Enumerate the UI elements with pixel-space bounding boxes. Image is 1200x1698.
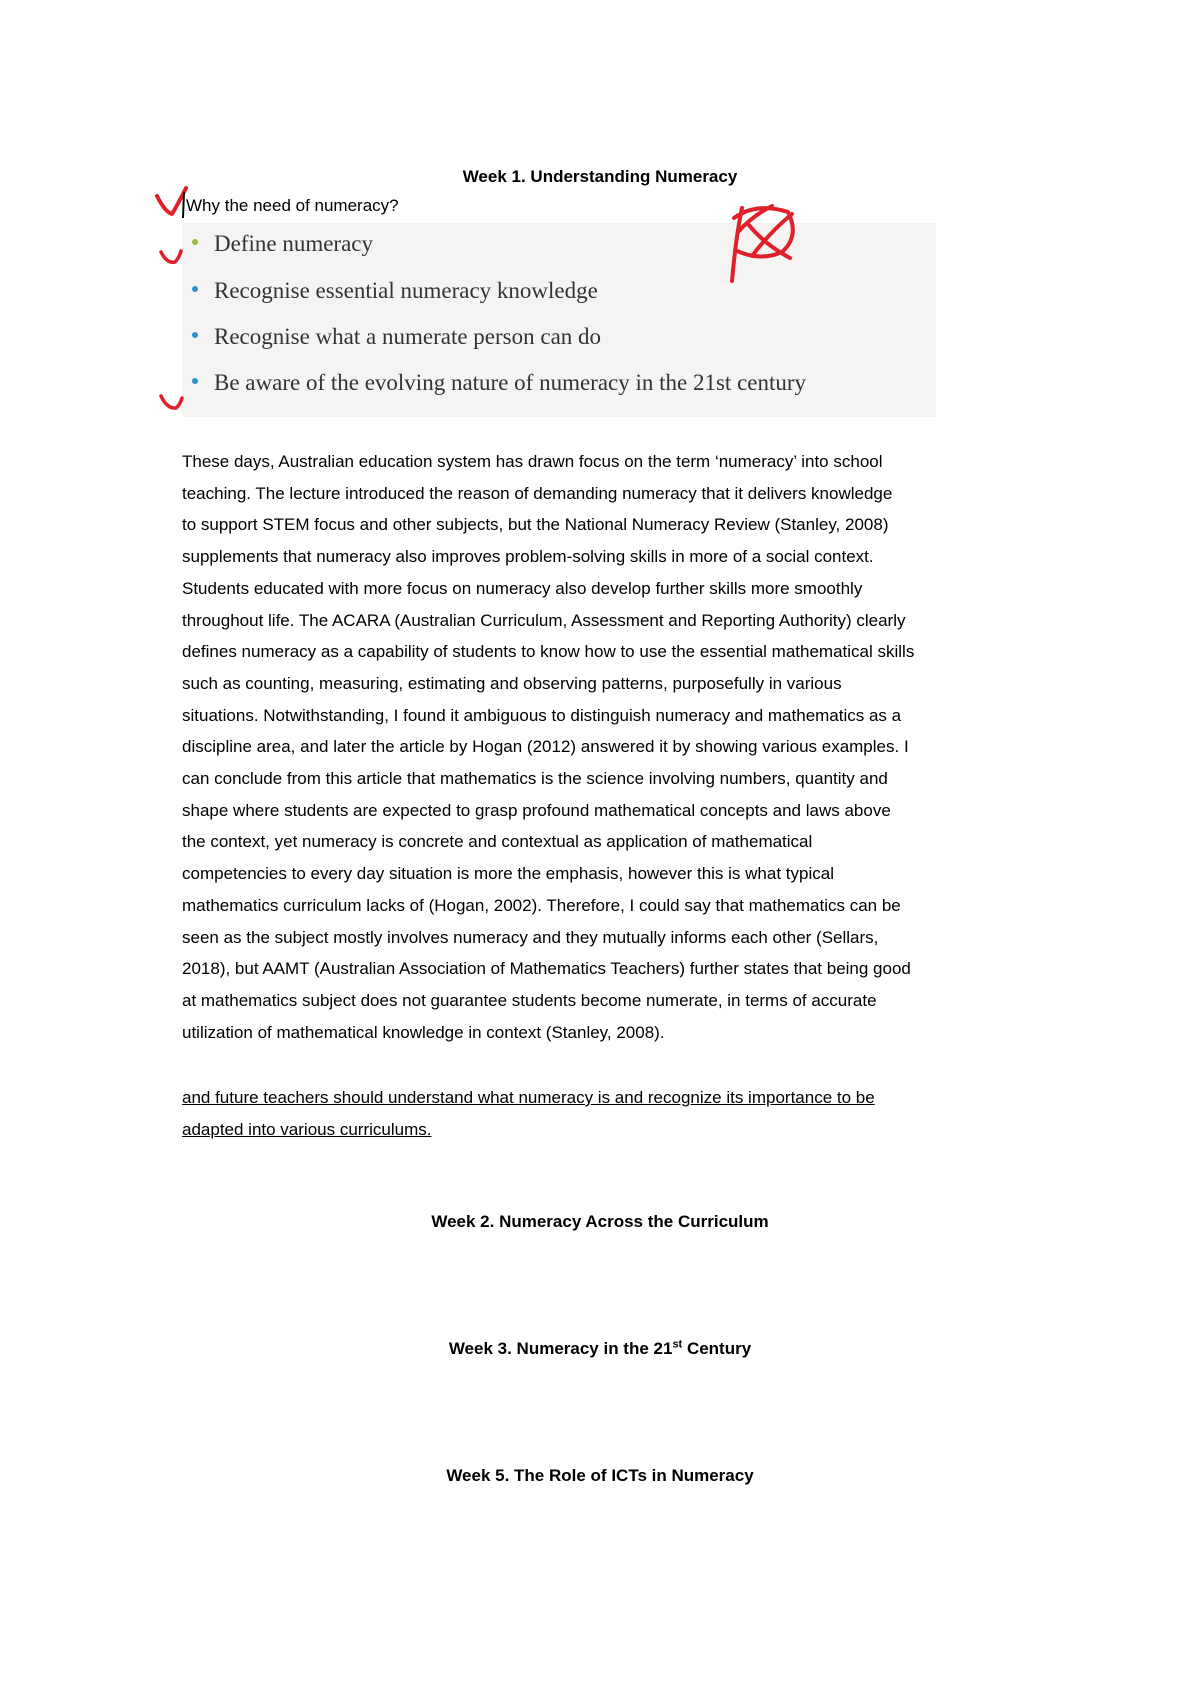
- paragraph-line: competencies to every day situation is more the emphasis, however this is what typical: [182, 864, 834, 884]
- check-mark-icon: [161, 251, 181, 262]
- paragraph-line: throughout life. The ACARA (Australian Curriculum, Assessment and Reporting Authority) clearly: [182, 610, 906, 630]
- checkmark-icon: [157, 188, 186, 214]
- objective-text: Recognise what a numerate person can do: [214, 324, 602, 349]
- week1-paragraph: [182, 446, 1042, 1048]
- objective-item: [192, 324, 601, 350]
- week3-heading-text: Week 3. Numeracy in the 21: [448, 1339, 673, 1358]
- bullet-icon: [192, 378, 198, 384]
- objective-item: [192, 370, 806, 396]
- week2-heading: Week 2. Numeracy Across the Curriculum: [431, 1212, 769, 1231]
- objective-text: Define numeracy: [214, 231, 374, 256]
- paragraph-line: defines numeracy as a capability of students to know how to use the essential mathematical skills: [182, 642, 915, 662]
- bullet-icon: [192, 239, 198, 245]
- paragraph-line: situations. Notwithstanding, I found it ambiguous to distinguish numeracy and mathematics as a: [182, 705, 902, 725]
- cursor-mark: [183, 192, 184, 218]
- paragraph-line: can conclude from this article that mathematics is the science involving numbers, quantity and: [182, 769, 888, 789]
- underlined-line: and future teachers should understand what numeracy is and recognize its importance to be: [182, 1088, 875, 1107]
- paragraph-line: such as counting, measuring, estimating and observing patterns, purposefully in various: [182, 673, 842, 693]
- paragraph-line: shape where students are expected to grasp profound mathematical concepts and laws above: [182, 800, 891, 820]
- bullet-icon: [192, 332, 198, 338]
- paragraph-line: These days, Australian education system has drawn focus on the term ‘numeracy’ into school: [182, 452, 883, 471]
- paragraph-line: utilization of mathematical knowledge in context (Stanley, 2008).: [182, 1022, 665, 1042]
- paragraph-line: mathematics curriculum lacks of (Hogan, 2002). Therefore, I could say that mathematics can be: [182, 895, 901, 915]
- paragraph-line: supplements that numeracy also improves problem-solving skills in more of a social context.: [182, 547, 874, 567]
- paragraph-line: at mathematics subject does not guarantee students become numerate, in terms of accurate: [182, 990, 877, 1010]
- objective-item: [192, 231, 373, 257]
- objective-text: Be aware of the evolving nature of numeracy in the 21st century: [214, 370, 807, 395]
- paragraph-line: 2018), but AAMT (Australian Association of Mathematics Teachers) further states that being good: [182, 959, 911, 979]
- objective-text: Recognise essential numeracy knowledge: [214, 278, 598, 303]
- week3-heading-sup: st: [672, 1338, 683, 1351]
- objectives-image: [182, 223, 936, 417]
- paragraph-line: the context, yet numeracy is concrete and contextual as application of mathematical: [182, 832, 813, 852]
- week3-heading: [0, 1339, 1200, 1359]
- objective-item: [192, 278, 598, 304]
- week5-heading: Week 5. The Role of ICTs in Numeracy: [446, 1466, 754, 1485]
- check-mark-icon: [161, 396, 182, 408]
- paragraph-line: teaching. The lecture introduced the reason of demanding numeracy that it delivers knowledge: [182, 483, 893, 503]
- paragraph-line: seen as the subject mostly involves numeracy and they mutually informs each other (Sellars,: [182, 927, 879, 947]
- week1-heading: Week 1. Understanding Numeracy: [462, 167, 738, 186]
- week1-question: Why the need of numeracy?: [186, 196, 399, 215]
- paragraph-line: to support STEM focus and other subjects, but the National Numeracy Review (Stanley, 2008): [182, 515, 889, 535]
- bullet-icon: [192, 286, 198, 292]
- paragraph-line: Students educated with more focus on numeracy also develop further skills more smoothly: [182, 578, 863, 598]
- week1-underlined-note: [182, 1082, 1042, 1145]
- week3-heading-suffix: Century: [682, 1339, 752, 1358]
- underlined-line: adapted into various curriculums.: [182, 1119, 432, 1139]
- paragraph-line: discipline area, and later the article by Hogan (2012) answered it by showing various examples. I: [182, 737, 909, 757]
